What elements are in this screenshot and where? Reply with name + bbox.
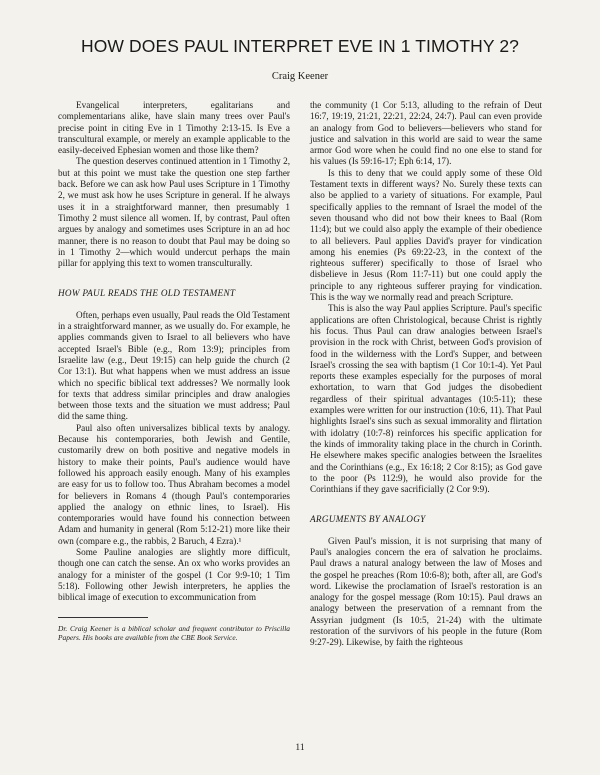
page-number: 11 — [295, 743, 305, 753]
paragraph: Some Pauline analogies are slightly more difficult, though one can catch the sense. An ox who works provides an analogy for a minister of the gospel (1 Cor 9:9-10; 1 Tim 5:18). Following other Jewish interpreters, he applies the biblical image of execution to excommunication from — [58, 546, 290, 603]
paragraph: This is also the way Paul applies Scripture. Paul's specific applications are often Christological, because Christ is rightly his focus. Thus Paul can draw analogies between Israel's provision in the rock with Christ, between God's provision of food in the wilderness with the Lord's Supper, and between Israel's crossing the sea with baptism (1 Cor 10:1-4). Yet Paul reports these examples especially for the purposes of moral exhortation, to warn that God judges the disobedient regardless of their spiritual advantages (10:5-11); these examples were written for our instruction (10:6, 11). That Paul highlights Israel's sins such as sexual immorality and flirtation with idolatry (10:7-8) reinforces his specific application for the kinds of immorality taking place in the church in Corinth. He elsewhere makes specific analogies between the Israelites and the Corinthians (e.g., Ex 16:18; 2 Cor 8:15); as God gave to the poor (Ps 112:9), he would also provide for the Corinthians if they gave sacrificially (2 Cor 9:9). — [310, 303, 542, 495]
paragraph: Is this to deny that we could apply some of these Old Testament texts in different ways? No. Surely these texts can also be applied to a variety of situations. For example, Paul specifically applies to the remnant of Israel the model of the seven thousand who did not bow their knees to Baal (Rom 11:4); but we could also apply the example of their obedience to all believers. Paul applies David's prayer for vindication among his enemies (Ps 69:22-23, in the context of the righteous sufferer) specifically to those of Israel who disbelieve in Jesus (Rom 11:7-11) but one could apply the principle to any righteous sufferer praying for vindication. This is the way we normally read and preach Scripture. — [310, 167, 542, 303]
paragraph: Given Paul's mission, it is not surprising that many of Paul's analogies concern the era of salvation he proclaims. Paul draws a natural analogy between the law of Moses and the gospel he preaches (Rom 10:6-8); both, after all, are God's word. Likewise the proclamation of Israel's restoration is an analogy for the gospel message (Rom 10:15). Paul draws an analogy between the preservation of a remnant from the Assyrian judgment (Is 10:5, 21-24) with the ultimate restoration of the survivors of his people in the future (Rom 9:27-29). Likewise, by faith the righteous — [310, 535, 542, 648]
paragraph: Paul also often universalizes biblical texts by analogy. Because his contemporaries, both Jewish and Gentile, customarily drew on both positive and negative models in history to make their points, Paul's audience would have followed his approach easily enough. Many of his examples are easy for us to follow too. Thus Abraham becomes a model for believers in Romans 4 (though Paul's contemporaries applied the analogy on ethnic lines, to Israel). His contemporaries would have found his connection between Adam and humanity in general (Rom 5:12-21) more like their own (compare e.g., the rabbis, 2 Baruch, 4 Ezra).¹ — [58, 422, 290, 546]
author-footnote: Dr. Craig Keener is a biblical scholar and frequent contributor to Priscilla Papers. His books are available from the CBE Book Service. — [58, 624, 290, 643]
article-author: Craig Keener — [271, 71, 329, 82]
footnote-divider — [58, 617, 148, 618]
left-column — [58, 100, 290, 649]
section-heading: HOW PAUL READS THE OLD TESTAMENT — [58, 288, 236, 299]
right-column — [310, 100, 542, 649]
article-body — [58, 100, 542, 649]
paragraph: The question deserves continued attention in 1 Timothy 2, but at this point we must take the question one step farther back. Before we can ask how Paul uses Scripture in 1 Timothy 2, we must ask how he uses Scripture in general. If he always uses it in a straightforward manner, then presumably 1 Timothy 2 must silence all women. If, by contrast, Paul often argues by analogy and sometimes uses Scripture in an ad hoc manner, there is no reason to doubt that Paul may be doing so in 1 Timothy 2—which would undercut perhaps the main pillar for applying this text to women transculturally. — [58, 156, 290, 269]
paragraph: Often, perhaps even usually, Paul reads the Old Testament in a straightforward manner, as we usually do. For example, he applies commands given to Israel to all believers who have accepted Israel's Bible (e.g., Rom 13:9); principles from Israelite law (e.g., Deut 19:15) can help guide the church (2 Cor 13:1). But what happens when we must address an issue which no specific biblical text addresses? We normally look for texts that address similar principles and draw analogies between those texts and the situation we must address; Paul did the same thing. — [58, 309, 290, 422]
section-heading: ARGUMENTS BY ANALOGY — [310, 514, 426, 525]
paragraph: Evangelical interpreters, egalitarians and complementarians alike, have slain many trees over Paul's precise point in citing Eve in 1 Timothy 2:13-15. Is Eve a transcultural example, or merely an example applicable to the easily-deceived Ephesian women and those like them? — [58, 100, 290, 156]
paragraph: the community (1 Cor 5:13, alluding to the refrain of Deut 16:7, 19:19, 21:21, 22:21, 22:24, 24:7). Paul can even provide an analogy from God to believers—believers who stand for justice and salvation in this world are said to wear the same armor God wore when he could find no one else to stand for his values (Is 59:16-17; Eph 6:14, 17). — [310, 100, 542, 167]
article-title: HOW DOES PAUL INTERPRET EVE IN 1 TIMOTHY 2? — [80, 36, 519, 56]
